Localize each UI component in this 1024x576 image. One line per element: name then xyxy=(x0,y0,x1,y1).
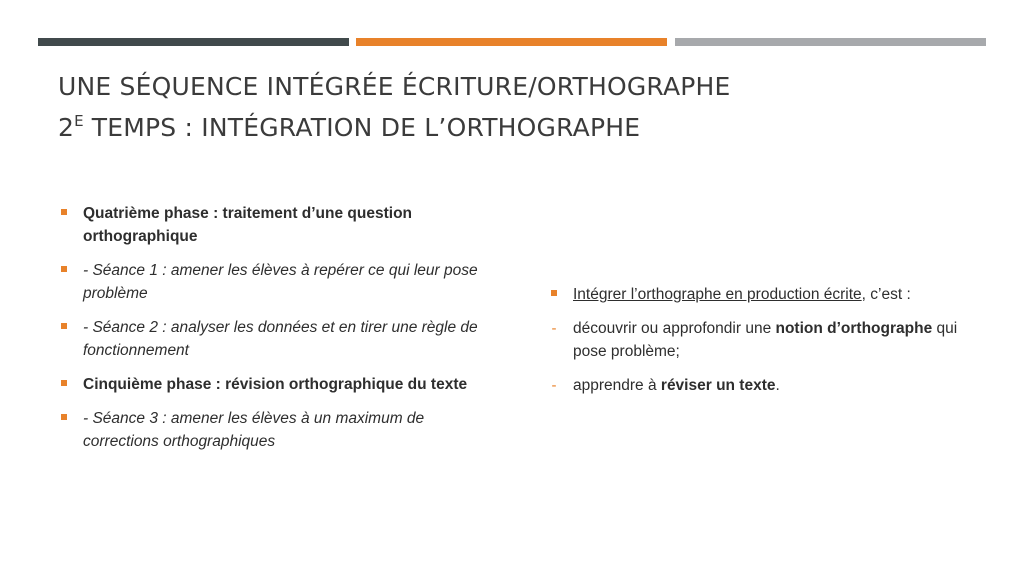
list-item-text: - Séance 2 : analyser les données et en tirer une règle de fonctionnement xyxy=(83,319,478,359)
square-bullet-icon xyxy=(58,316,70,339)
intro-link-text[interactable]: Intégrer l’orthographe en production écrite xyxy=(573,286,862,303)
item2-post: . xyxy=(775,377,780,394)
title-line-1: UNE SÉQUENCE INTÉGRÉE ÉCRITURE/ORTHOGRAPHE xyxy=(58,72,731,101)
left-bullet-list xyxy=(58,202,478,464)
square-bullet-icon xyxy=(58,259,70,282)
header-bar-dark xyxy=(38,38,349,46)
list-item xyxy=(58,373,478,396)
list-item xyxy=(58,407,478,453)
list-item-text: - Séance 1 : amener les élèves à repérer ce qui leur pose problème xyxy=(83,262,478,302)
list-item-text: Quatrième phase : traitement d’une question orthographique xyxy=(83,205,413,245)
header-decoration-bars xyxy=(38,38,986,46)
header-bar-orange xyxy=(356,38,667,46)
right-bullet-list xyxy=(548,283,988,408)
list-item xyxy=(58,202,478,248)
title-number: 2 xyxy=(58,113,75,142)
title-superscript: E xyxy=(74,112,84,130)
square-bullet-icon xyxy=(58,373,70,396)
square-bullet-icon xyxy=(58,202,70,225)
slide-title xyxy=(58,70,958,145)
list-item-text: - Séance 3 : amener les élèves à un maximum de corrections orthographiques xyxy=(83,410,425,450)
list-item xyxy=(548,283,988,306)
list-item xyxy=(548,317,988,363)
list-item-text: Cinquième phase : révision orthographique du texte xyxy=(83,376,468,393)
item1-post: qui pose problème; xyxy=(573,320,958,360)
header-bar-gray xyxy=(675,38,986,46)
square-bullet-icon xyxy=(58,407,70,430)
dash-bullet-icon: - xyxy=(551,320,557,337)
square-bullet-icon xyxy=(548,283,560,306)
item1-bold: notion d’orthographe xyxy=(775,320,933,337)
item2-bold: réviser un texte xyxy=(660,377,776,394)
list-item xyxy=(58,316,478,362)
list-item xyxy=(548,374,988,397)
title-line-2 xyxy=(58,104,958,145)
item2-pre: apprendre à xyxy=(573,377,661,394)
title-line-2-text: TEMPS : INTÉGRATION DE L’ORTHOGRAPHE xyxy=(91,113,641,142)
dash-bullet-icon: - xyxy=(551,377,557,394)
list-item xyxy=(58,259,478,305)
item1-pre: découvrir ou approfondir une xyxy=(573,320,776,337)
intro-rest-text: , c’est : xyxy=(861,286,911,303)
